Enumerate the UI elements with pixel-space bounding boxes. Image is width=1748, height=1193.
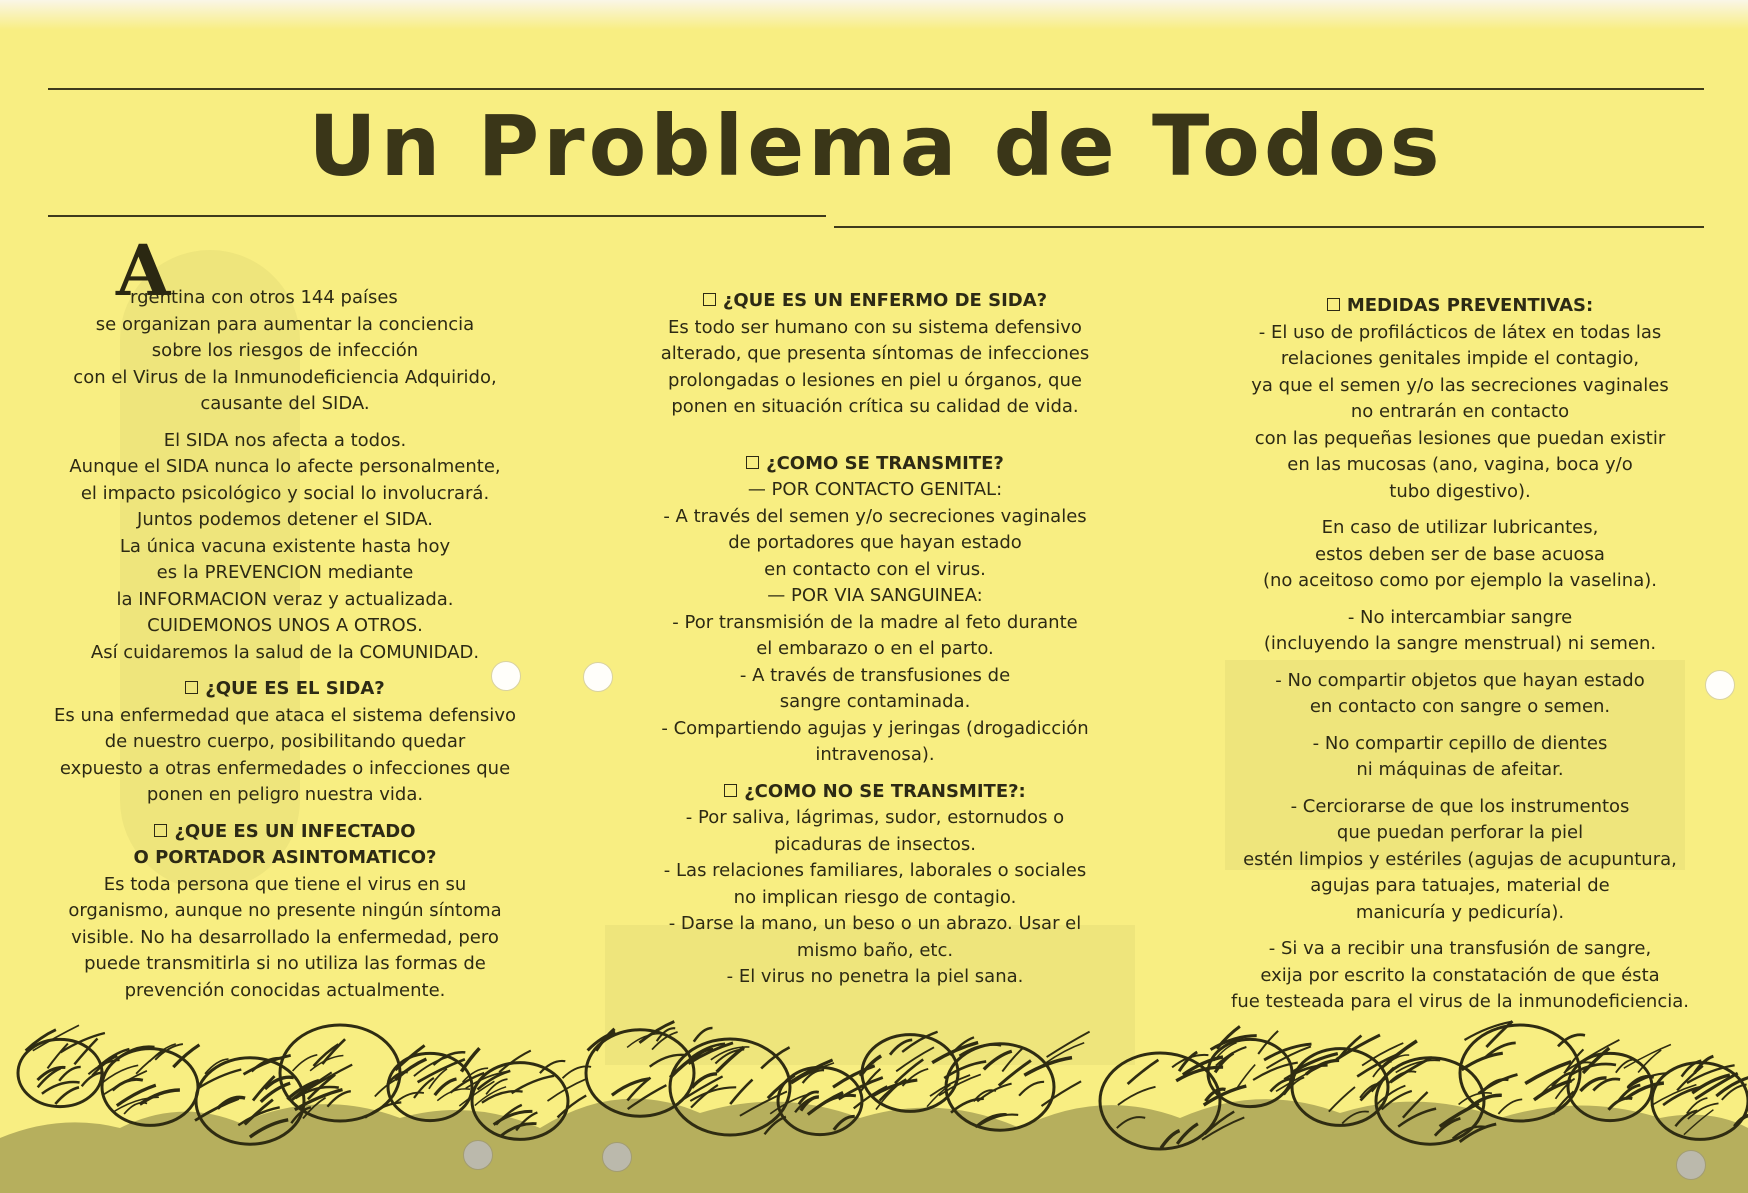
paragraph-infectado: Es toda persona que tiene el virus en su organismo, aunque no presente ningún síntoma visible. No ha desarrollado la enfermedad, pero puede transmitirla si no utiliza las formas de prevención conocidas actualmente. — [68, 873, 502, 1001]
crowd-scribble — [414, 1078, 434, 1098]
crowd-scribble — [61, 1033, 105, 1052]
crowd-scribble — [1722, 1085, 1747, 1100]
heading-text: ¿COMO NO SE TRANSMITE?: — [744, 780, 1026, 802]
column-right — [1200, 293, 1720, 1016]
crowd-scribble — [730, 1080, 752, 1105]
paragraph-como-no-se-transmite: - Por saliva, lágrimas, sudor, estornudos o picaduras de insectos. - Las relaciones familiares, laborales o sociales no implican riesgo de contagio. - Darse la mano, un beso o un abrazo. Usar el mismo baño, etc. - El virus no penetra la piel sana. — [663, 807, 1087, 987]
checkbox-bullet-icon — [746, 456, 759, 469]
crowd-scribble — [1462, 1053, 1503, 1070]
crowd-scribble — [691, 1085, 718, 1108]
heading-text: ¿QUE ES UN INFECTADO O PORTADOR ASINTOMATICO? — [133, 820, 437, 868]
punch-hole — [491, 661, 521, 691]
crowd-scribble — [418, 1059, 465, 1082]
checkbox-bullet-icon — [1327, 298, 1340, 311]
crowd-head — [1208, 1039, 1292, 1106]
paragraph-lubricantes: En caso de utilizar lubricantes, estos deben ser de base acuosa (no aceitoso como por ejemplo la vaselina). — [1262, 517, 1657, 591]
checkbox-bullet-icon — [724, 784, 737, 797]
crowd-scribble — [48, 1044, 68, 1069]
crowd-scribble — [1498, 1099, 1522, 1114]
crowd-scribble — [1609, 1098, 1633, 1110]
crowd-scribble — [140, 1090, 180, 1104]
drop-cap: A — [116, 229, 171, 312]
crowd-scribble — [1019, 1082, 1044, 1096]
punch-hole — [1705, 670, 1735, 700]
crowd-scribble — [1616, 1059, 1636, 1072]
heading-como-se-transmite — [625, 451, 1125, 478]
checkbox-bullet-icon — [154, 824, 167, 837]
intro-text: se organizan para aumentar la conciencia sobre los riesgos de infección con el Virus de la Inmunodeficiencia Adquirido, causante del SIDA. — [73, 313, 497, 414]
paragraph-como-se-transmite: — POR CONTACTO GENITAL: - A través del semen y/o secreciones vaginales de portadores que hayan estado en contacto con el virus. — POR VIA SANGUINEA: - Por transmisión de la madre al feto durante el embarazo o en el parto. - A través de transfusiones de sangre contaminada. - Compartiendo agujas y jeringas (drogadicción intravenosa). — [661, 479, 1089, 765]
heading-text: ¿QUE ES UN ENFERMO DE SIDA? — [722, 290, 1048, 311]
crowd-scribble — [59, 1067, 80, 1081]
crowd-head — [1460, 1025, 1580, 1121]
crowd-scribble — [435, 1079, 457, 1095]
crowd-illustration — [0, 1018, 1748, 1193]
crowd-scribble — [1042, 1081, 1082, 1106]
crowd-scribble — [437, 1089, 470, 1101]
checkbox-bullet-icon — [185, 681, 198, 694]
crowd-scribble — [55, 1087, 79, 1104]
heading-text: ¿QUE ES EL SIDA? — [205, 678, 385, 699]
heading-como-no-se-transmite — [625, 779, 1125, 806]
intro-paragraph-2: El SIDA nos afecta a todos. Aunque el SIDA nunca lo afecte personalmente, el impacto psicológico y social lo involucrará. Juntos podemos detener el SIDA. La única vacuna existente hasta hoy es la PREVENCION mediante la INFORMACION veraz y actualizada. CUIDEMONOS UNOS A OTROS. Así cuidaremos la salud de la COMUNIDAD. — [69, 429, 501, 663]
crowd-scribble — [1258, 1031, 1278, 1054]
crowd-scribble — [984, 1051, 1012, 1069]
column-middle — [625, 288, 1125, 991]
intro-lead: rgentina con otros 144 países — [130, 287, 398, 308]
paragraph-transfusion: - Si va a recibir una transfusión de sangre, exija por escrito la constatación de que ésta fue testeada para el virus de la inmunodeficiencia. — [1231, 938, 1689, 1012]
heading-que-es-el-sida — [40, 676, 530, 703]
paragraph-cepillo: - No compartir cepillo de dientes ni máquinas de afeitar. — [1312, 732, 1608, 780]
heading-text: ¿COMO SE TRANSMITE? — [766, 452, 1004, 474]
crowd-scribble — [1128, 1060, 1159, 1084]
crowd-heads — [0, 1021, 1748, 1193]
heading-medidas-preventivas — [1200, 293, 1720, 320]
crowd-scribble — [113, 1079, 143, 1090]
crowd-scribble — [612, 1079, 649, 1095]
crowd-scribble — [1118, 1087, 1156, 1105]
crowd-scribble — [1047, 1032, 1090, 1058]
crowd-scribble — [694, 1028, 713, 1042]
paragraph-instrumentos: - Cerciorarse de que los instrumentos que puedan perforar la piel estén limpios y estériles (agujas de acupuntura, agujas para tatuajes, material de manicuría y pedicuría). — [1243, 795, 1677, 923]
crowd-scribble — [136, 1051, 163, 1074]
crowd-scribble — [789, 1060, 832, 1083]
page-title: Un Problema de Todos — [308, 97, 1444, 195]
crowd-scribble — [218, 1097, 246, 1108]
crowd-scribble — [117, 1085, 156, 1106]
paragraph-profilacticos: - El uso de profilácticos de látex en todas las relaciones genitales impide el contagio, ya que el semen y/o las secreciones vaginales no entrarán en contacto con las pequeñas lesiones que puedan existir en las mucosas (ano, vagina, boca y/o tubo digestivo). — [1251, 321, 1669, 502]
paragraph-sangre: - No intercambiar sangre (incluyendo la sangre menstrual) ni semen. — [1263, 606, 1657, 654]
punch-hole — [583, 662, 613, 692]
crowd-scribble — [253, 1076, 275, 1100]
heading-text: MEDIDAS PREVENTIVAS: — [1346, 295, 1594, 316]
checkbox-bullet-icon — [703, 293, 716, 306]
heading-infectado — [40, 819, 530, 872]
crowd-scribble — [322, 1039, 345, 1064]
heading-enfermo-de-sida — [625, 288, 1125, 315]
paragraph-objetos: - No compartir objetos que hayan estado en contacto con sangre o semen. — [1275, 669, 1645, 717]
crowd-scribble — [1651, 1085, 1696, 1106]
title-bottom-rule-right — [834, 226, 1704, 228]
title-bottom-rule-left — [48, 215, 826, 217]
crowd-scribble — [1329, 1087, 1355, 1112]
paragraph-que-es-el-sida: Es una enfermedad que ataca el sistema defensivo de nuestro cuerpo, posibilitando quedar expuesto a otras enfermedades o infecciones que ponen en peligro nuestra vida. — [54, 704, 516, 805]
column-left — [40, 285, 530, 1004]
paragraph-enfermo-de-sida: Es todo ser humano con su sistema defensivo alterado, que presenta síntomas de infecciones prolongadas o lesiones en piel u órganos, que ponen en situación crítica su calidad de vida. — [660, 316, 1090, 417]
